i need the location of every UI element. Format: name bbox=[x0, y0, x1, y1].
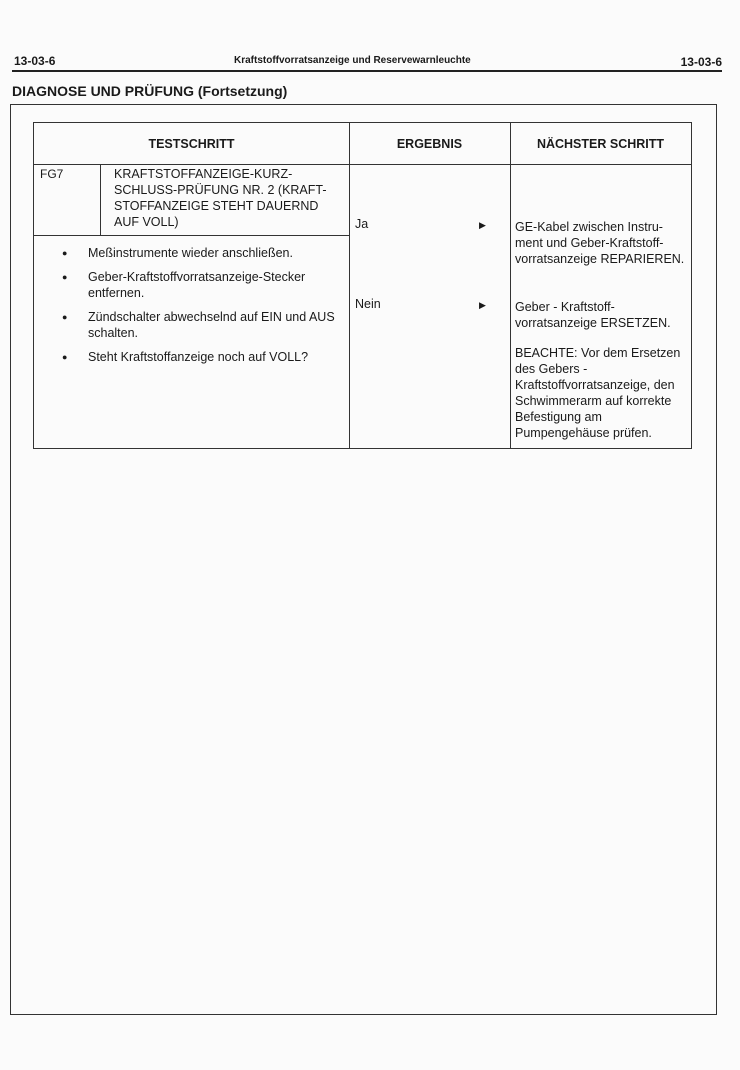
step-id-divider bbox=[100, 164, 101, 235]
page-header bbox=[12, 50, 722, 72]
step-title: KRAFTSTOFFANZEIGE-KURZ-SCHLUSS-PRÜFUNG NR. 2 (KRAFT-STOFFANZEIGE STEHT DAUERND AUF VOLL) bbox=[114, 167, 327, 229]
diagnosis-table bbox=[33, 122, 692, 449]
step-actions bbox=[56, 237, 346, 365]
arrow-right-icon: ▶ bbox=[479, 300, 486, 310]
action-item: ● Steht Kraftstoffanzeige noch auf VOLL? bbox=[56, 349, 346, 365]
column-header-naechster-schritt: NÄCHSTER SCHRITT bbox=[510, 123, 691, 165]
action-item: ● Zündschalter abwechselnd auf EIN und AUS schalten. bbox=[56, 309, 346, 341]
column-divider bbox=[349, 123, 350, 448]
page-number-right: 13-03-6 bbox=[680, 55, 722, 69]
arrow-right-icon: ▶ bbox=[479, 220, 486, 230]
column-header-ergebnis: ERGEBNIS bbox=[349, 123, 510, 165]
next-step-note: BEACHTE: Vor dem Ersetzen des Gebers - Kraftstoffvorratsanzeige, den Schwimmerarm auf korrekte Befestigung am Pumpengehäuse prüfen. bbox=[515, 346, 681, 440]
result-ja: Ja bbox=[355, 217, 369, 231]
action-item: ● Geber-Kraftstoffvorratsanzeige-Stecker entfernen. bbox=[56, 269, 346, 301]
column-divider bbox=[510, 123, 511, 448]
column-header-testschritt: TESTSCHRITT bbox=[34, 123, 349, 165]
result-nein: Nein bbox=[355, 297, 381, 311]
step-id: FG7 bbox=[40, 167, 64, 181]
chapter-title: Kraftstoffvorratsanzeige und Reservewarnleuchte bbox=[234, 55, 471, 66]
next-step-ja: GE-Kabel zwischen Instru-ment und Geber-Kraftstoff-vorratsanzeige REPARIEREN. bbox=[515, 220, 685, 266]
step-divider bbox=[34, 235, 349, 236]
page-number-left: 13-03-6 bbox=[14, 54, 56, 68]
next-step-nein: Geber - Kraftstoff-vorratsanzeige ERSETZEN. bbox=[515, 300, 671, 330]
section-title: DIAGNOSE UND PRÜFUNG (Fortsetzung) bbox=[12, 83, 288, 99]
action-item: ● Meßinstrumente wieder anschließen. bbox=[56, 245, 346, 261]
